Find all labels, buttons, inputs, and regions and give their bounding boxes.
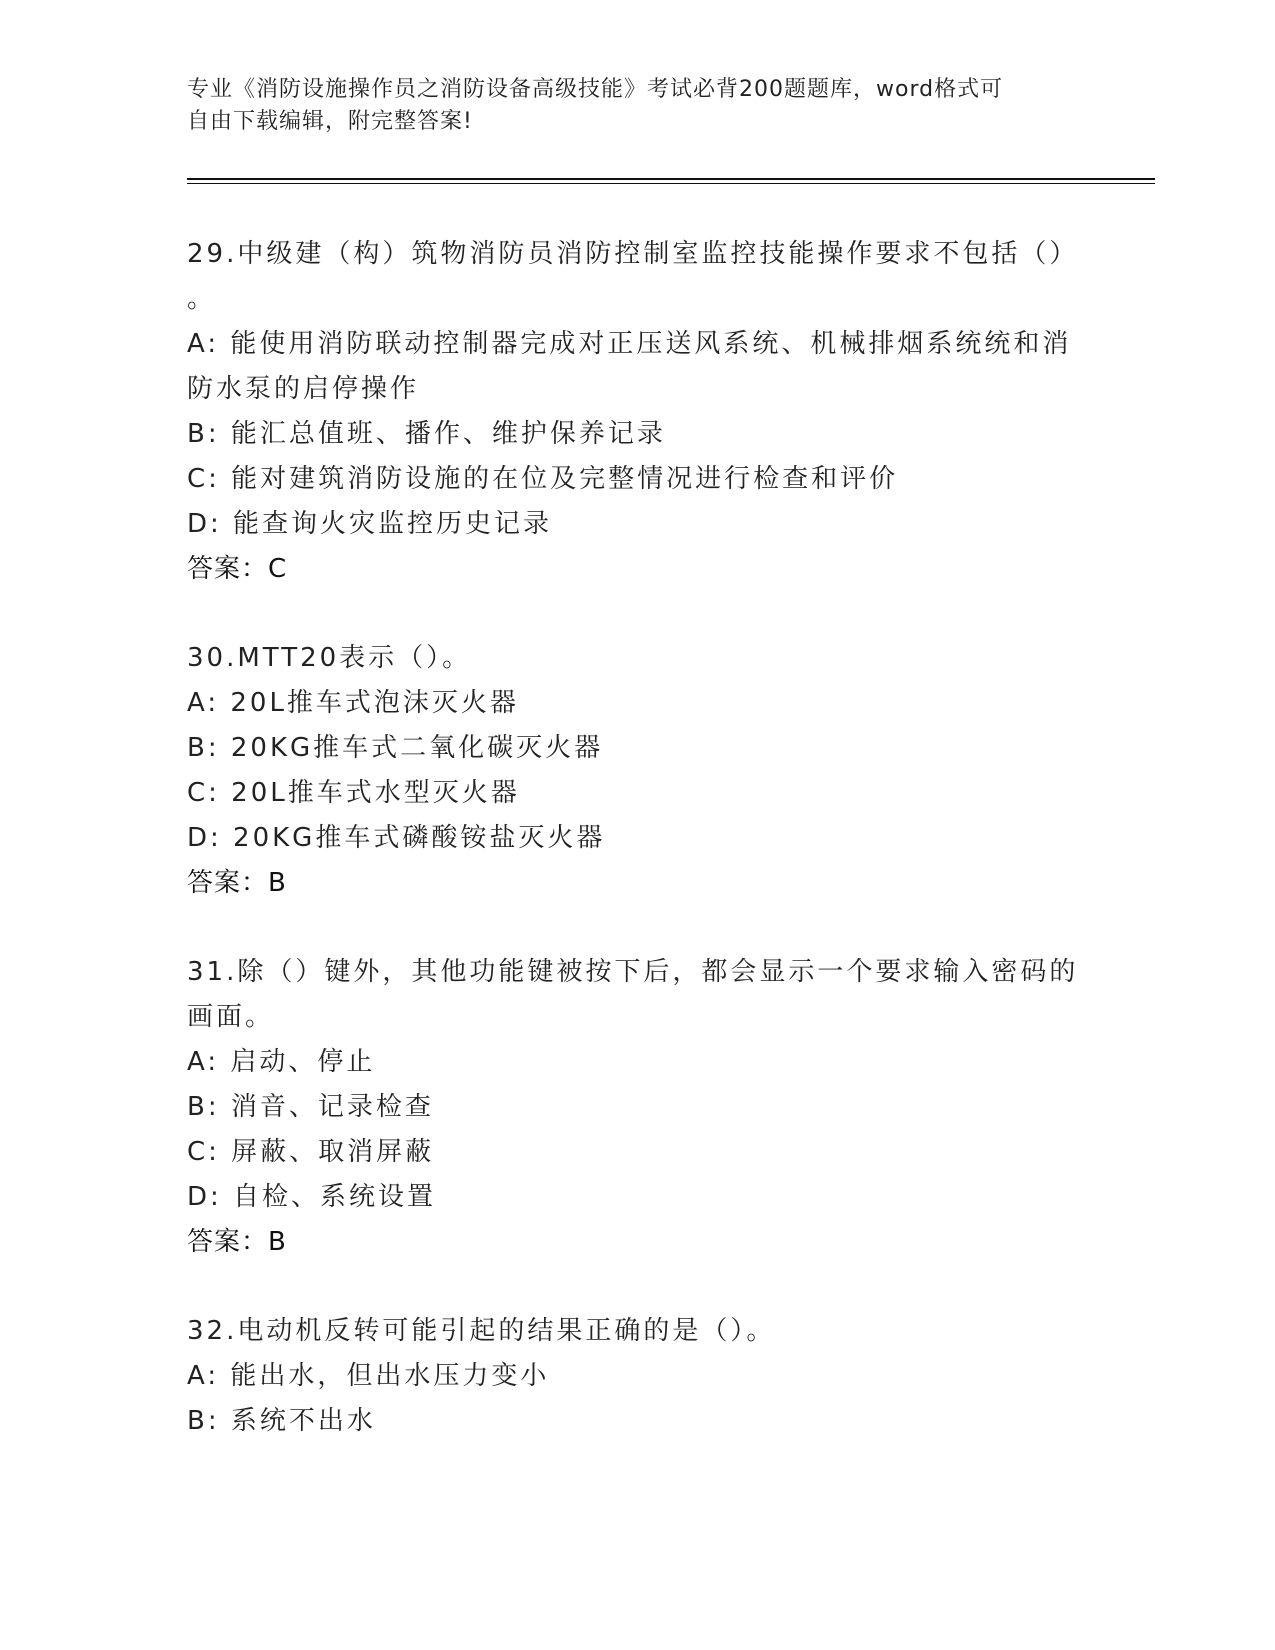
question-text-continued: 。	[187, 284, 217, 314]
option-a-continued: 防水泵的启停操作	[187, 374, 420, 404]
option-a: A: 能出水，但出水压力变小	[187, 1361, 550, 1391]
question-text: 30.MTT20表示（）。	[187, 643, 472, 673]
question-list	[187, 232, 1087, 1488]
option-b: B: 消音、记录检查	[187, 1092, 434, 1122]
option-c: C: 20L推车式水型灭火器	[187, 778, 520, 808]
option-c: C: 能对建筑消防设施的在位及完整情况进行检查和评价	[187, 464, 899, 494]
document-header	[187, 74, 1067, 138]
question-text: 32.电动机反转可能引起的结果正确的是（）。	[187, 1316, 776, 1346]
answer: 答案：B	[187, 868, 287, 898]
answer: 答案：B	[187, 1227, 287, 1257]
option-b: B: 能汇总值班、播作、维护保养记录	[187, 419, 666, 449]
question-text: 31.除（）键外，其他功能键被按下后，都会显示一个要求输入密码的	[187, 957, 1079, 987]
option-c: C: 屏蔽、取消屏蔽	[187, 1137, 435, 1167]
option-b: B: 系统不出水	[187, 1406, 376, 1436]
question-29	[187, 232, 1087, 592]
header-divider-thin	[187, 183, 1155, 184]
question-30	[187, 636, 1087, 906]
header-line-1: 专业《消防设施操作员之消防设备高级技能》考试必背200题题库，word格式可	[187, 77, 1004, 102]
header-line-2: 自由下载编辑，附完整答案!	[187, 109, 473, 134]
question-31	[187, 950, 1087, 1265]
question-text: 29.中级建（构）筑物消防员消防控制室监控技能操作要求不包括（）	[187, 239, 1079, 269]
option-d: D: 自检、系统设置	[187, 1182, 437, 1212]
question-32	[187, 1309, 1087, 1444]
option-b: B: 20KG推车式二氧化碳灭火器	[187, 733, 604, 763]
option-d: D: 能查询火灾监控历史记录	[187, 509, 553, 539]
option-a: A: 能使用消防联动控制器完成对正压送风系统、机械排烟系统统和消	[187, 329, 1072, 359]
question-text-continued: 画面。	[187, 1002, 275, 1032]
option-a: A: 20L推车式泡沫灭火器	[187, 688, 519, 718]
header-divider-thick	[187, 178, 1155, 180]
option-a: A: 启动、停止	[187, 1047, 376, 1077]
option-d: D: 20KG推车式磷酸铵盐灭火器	[187, 823, 606, 853]
answer: 答案：C	[187, 554, 288, 584]
